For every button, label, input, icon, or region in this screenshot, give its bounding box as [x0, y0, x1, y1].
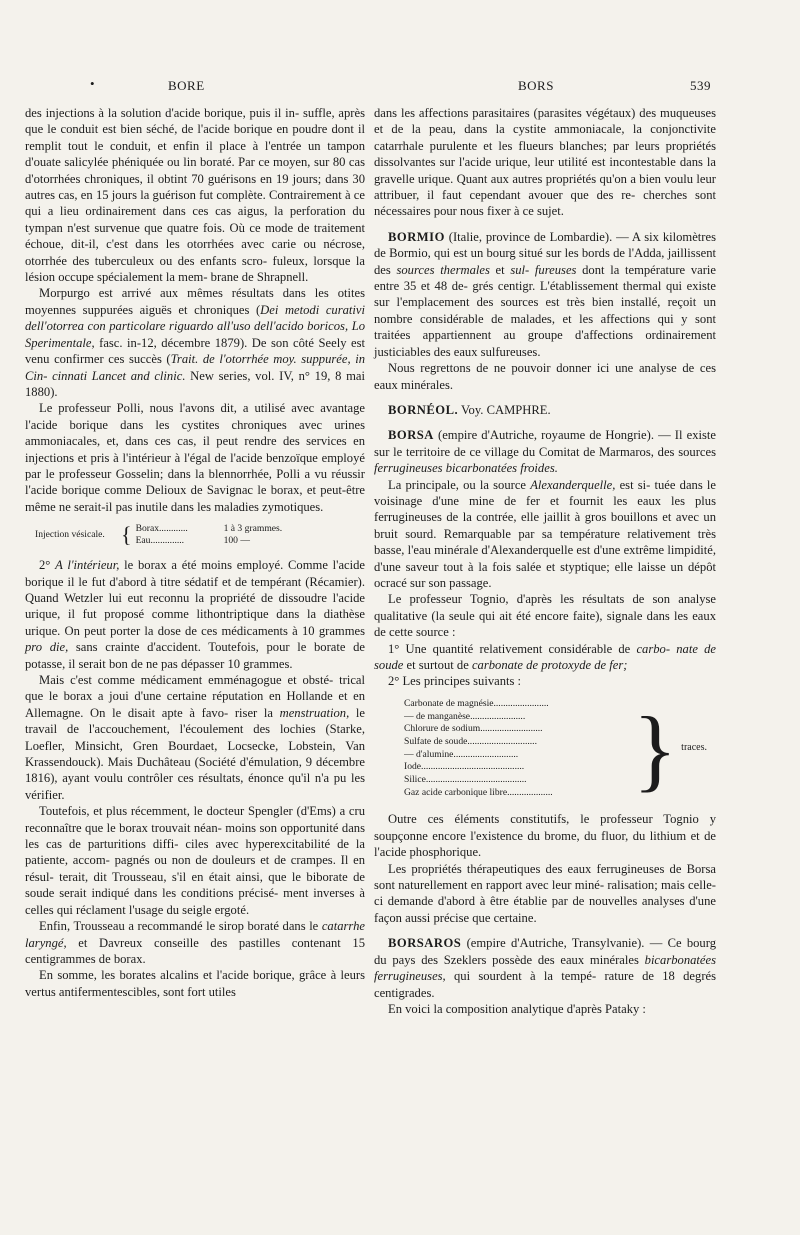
table-row: Gaz acide carbonique libre................... — [404, 786, 553, 798]
paragraph: 2° Les principes suivants : — [388, 674, 522, 689]
entry-borsaros: BORSAROS (empire d'Autriche, Transylvanie). — Ce bourg du pays des Szeklers possède des eaux minérales bicarbonatées ferrugineuses, qui sourdent à la tempé- rature de 18 degrés centigrades. — [374, 936, 716, 1000]
composition-table — [404, 698, 716, 800]
right-running-title: BORS — [518, 78, 554, 93]
left-running-title: BORE — [168, 78, 205, 93]
table-row: Chlorure de sodium.......................... — [404, 723, 543, 735]
paragraph: Les propriétés thérapeutiques des eaux ferrugineuses de Borsa sont naturellement en rapport avec leur miné- ralisation; mais celle-ci demande d'abord à être établie par de nouvelles analyses d'une façon aussi précise que certaine. — [374, 861, 716, 925]
table-note: traces. — [681, 742, 707, 754]
entry-borneol: BORNÉOL. Voy. CAMPHRE. — [388, 402, 551, 417]
injection-formula — [35, 523, 365, 547]
entry-heading: BORSA — [388, 428, 434, 443]
table-row: — d'alumine........................... — [404, 748, 519, 760]
paragraph: En somme, les borates alcalins et l'acide borique, grâce à leurs vertus antifermentescibles, sont fort utiles — [25, 968, 365, 999]
paragraph: Le professeur Tognio, d'après les résultats de son analyse qualitative (la seule qui ait été encore faite), signale dans les eaux de cette source : — [374, 592, 716, 640]
entry-heading: BORSAROS — [388, 936, 462, 951]
formula-row: Borax............ 1 à 3 grammes. — [135, 523, 283, 535]
paragraph: Enfin, Trousseau a recommandé le sirop boraté dans le catarrhe laryngé, et Davreux conseille des pastilles contenant 15 centigrammes de borax. — [25, 919, 365, 966]
paragraph: des injections à la solution d'acide borique, puis il in- suffle, après que le conduit est bien séché, de l'acide borique en poudre dont il remplit tout le conduit, et enfin il place à l'entrée un tampon d'ouate salicylée phéniquée ou lin boraté. Par ce moyen, sur 80 cas d'otorrhées chroniques, il obtint 70 guérisons en 19 jours; dans 30 autres cas, en 15 jours la guérison fut complète. Contrairement à ce qui a lieu ordinairement dans ces cas aigus, la perforation du tympan n'est survenue que quatre fois. Où ce mode de traitement échoue, dit-il, c'est dans les otorrhées avec carie ou nécrose, otorrhée des tuberculeux ou des enfants scro- fuleux, lorsque la lésion occupe spécialement la mem- brane de Shrapnell. — [25, 106, 365, 285]
paragraph: Toutefois, et plus récemment, le docteur Spengler (d'Ems) a cru reconnaître que le borax trouvait néan- moins son opportunité dans les cas de parturitions diffi- ciles avec hyperexcitabilité de la patiente, accom- pagnés ou non de douleurs et de crampes. Il en résul- terait, dit Trousseau, s'il en était ainsi, que le biborate de soude serait indiqué dans les conditions précisé- ment inverses à celles qui réclament l'usage du seigle ergoté. — [25, 804, 365, 917]
paragraph: Morpurgo est arrivé aux mêmes résultats dans les otites moyennes suppurées aiguës et chroniques (Dei metodi curativi dell'otorrea con particolare riguardo all'uso dell'acido boricos, Lo Sperimentale, fasc. in-12, décembre 1879). De son côté Seely est venu confirmer ces succès (Trait. de l'otorrhée moy. suppurée, in Cin- cinnati Lancet and clinic. New series, vol. IV, n° 19, 8 mai 1880). — [25, 286, 365, 399]
table-row: Iode........................................... — [404, 761, 525, 773]
running-header — [0, 78, 800, 98]
paragraph: La principale, ou la source Alexanderquelle, est si- tuée dans le voisinage d'une mine de fer et fournit les eaux les plus ferrugineuses de la contrée, elle jaillit à gros bouillons et avec un bruit sourd. Remarquable par sa température relativement très basse, l'eau minérale d'Alexanderquelle est d'une extrême limpidité, d'une saveur tout à la fois salée et styptique; elle laisse un dépôt ocracé sur son passage. — [374, 477, 716, 590]
formula-label: Injection vésicale. — [35, 529, 105, 541]
left-column — [25, 105, 365, 1000]
paragraph: En voici la composition analytique d'après Pataky : — [388, 1001, 646, 1016]
entry-bormio: BORMIO (Italie, province de Lombardie). — A six kilomètres de Bormio, qui est un bourg situé sur les bords de l'Adda, jaillissent des sources thermales et sul- fureuses dont la température varie entre 35 et 48 de- grés centigr. L'établissement thermal qui existe sur l'emplacement des sources est très bien installé, reçoit un nombre considérable de malades, et les affections qui y sont traitées appartiennent au groupe d'affections ordinairement justiciables des eaux sulfureuses. — [374, 229, 716, 359]
table-row: Sulfate de soude............................. — [404, 735, 537, 747]
brace: { — [121, 522, 132, 548]
paragraph: Nous regrettons de ne pouvoir donner ici une analyse de ces eaux minérales. — [374, 361, 716, 392]
entry-heading: BORMIO — [388, 229, 445, 244]
paragraph: Le professeur Polli, nous l'avons dit, a utilisé avec avantage l'acide borique dans les cystites chroniques avec urines ammoniacales, et, dans ces cas, il peut rendre des services en injections et pris à l'intérieur à l'égal de l'acide benzoïque employé par le professeur Gosselin; dans la blennorrhée, Polli a vu réussir l'acide borique comme Delioux de Savignac le borax, et peut-être même ne serait-il pas inutile dans les maladies zymotiques. — [25, 401, 365, 514]
formula-row: Eau.............. 100 — — [135, 535, 250, 547]
page-number: 539 — [690, 78, 711, 93]
right-column — [374, 105, 716, 1017]
paragraph: dans les affections parasitaires (parasites végétaux) des muqueuses et de la peau, dans la cystite ammoniacale, la conjonctivite catarrhale purulente et les flueurs blanches; par leurs propriétés dissolvantes sur l'acide urique, leur utilité est incontestable dans la gravelle urique. Quant aux autres propriétés qu'on a bien voulu leur attribuer, il faut cependant avouer que des re- cherches sont nécessaires pour nous fixer à ce sujet. — [374, 106, 716, 219]
entry-borsa: BORSA (empire d'Autriche, royaume de Hongrie). — Il existe sur le territoire de ce village du Comitat de Marmaros, des sources ferrugineuses bicarbonatées froides. — [374, 428, 716, 476]
table-row: — de manganèse....................... — [404, 710, 526, 722]
table-row: Carbonate de magnésie....................... — [404, 697, 549, 709]
header-dot: • — [90, 76, 96, 91]
table-row: Silice.......................................... — [404, 774, 527, 786]
paragraph: 2° A l'intérieur, le borax a été moins employé. Comme l'acide borique il le fut d'abord à titre sédatif et de tempérant (Récamier). Quand Wetzler lui eut reconnu la propriété de dissoudre l'acide urique, il fut proposé comme lithontriptique dans la diathèse urique. On peut porter la dose de ces médicaments à 10 grammes pro die, sans crainte d'accident. Toutefois, pour le borate de potasse, il serait bon de ne pas dépasser 10 grammes. — [25, 558, 366, 671]
paragraph: 1° Une quantité relativement considérable de carbo- nate de soude et surtout de carbonate de protoxyde de fer; — [374, 641, 716, 672]
entry-heading: BORNÉOL. — [388, 402, 459, 417]
paragraph: Mais c'est comme médicament emménagogue et obsté- trical que le borax a joui d'une certaine réputation en Hollande et en Allemagne. On le disait apte à favo- riser la menstruation, le travail de l'accouchement, l'écoulement des lochies (Starke, Loefler, Minsicht, Gren Bourdaet, Locsecke, Lobstein, Van Krassendouck). Mais Duchâteau (Société d'émulation, 9 décembre 1816), ayant voulu contrôler ces résultats, énonce qu'il n'a pu les vérifier. — [25, 673, 365, 802]
paragraph: Outre ces éléments constitutifs, le professeur Tognio y soupçonne encore l'existence du brome, du fluor, du lithium et de l'acide phosphorique. — [374, 812, 716, 860]
brace: } — [633, 697, 678, 800]
